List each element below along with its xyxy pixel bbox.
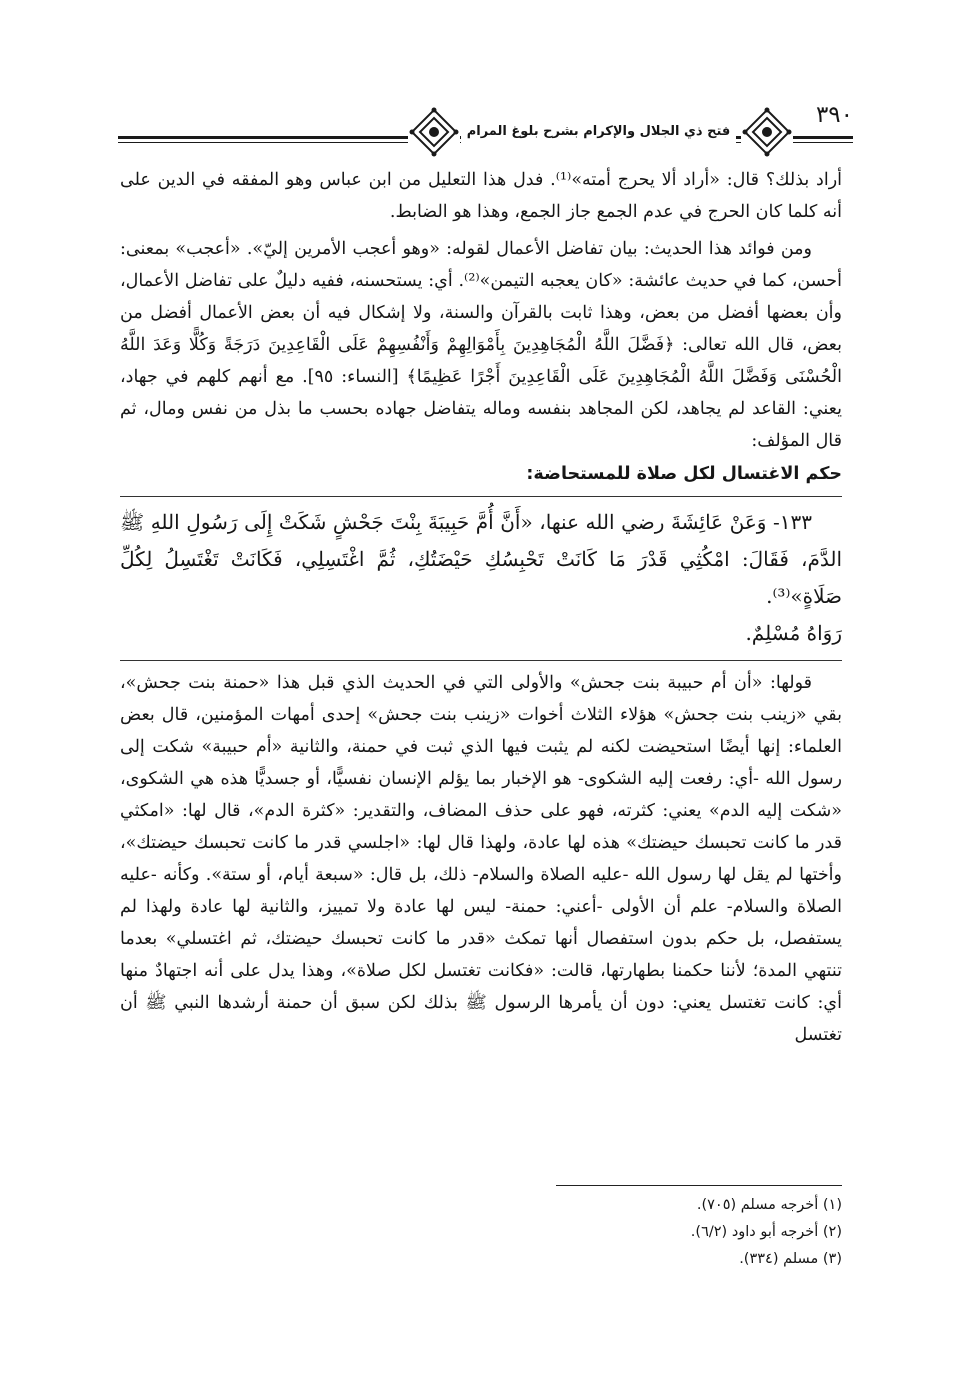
hadith-text: ١٣٣- وَعَنْ عَائِشَةَ رضي الله عنها، «أَنَّ أُمَّ حَبِيبَةَ بِنْتَ جَحْشٍ شَكَتْ إِلَى رَسُولِ اللهِ ﷺ الدَّمَ، فَقَالَ: امْكُثِي قَدْرَ مَا كَانَتْ تَحْبِسُكِ حَيْضَتُكِ، ثُمَّ اغْتَسِلِي، فَكَانَتْ تَغْتَسِلُ لِكُلِّ صَلَاةٍ»⁽³⁾. [120,510,842,608]
book-title: فتح ذي الجلال والإكرام بشرح بلوغ المرام [461,118,736,146]
footnote-3: (٣) مسلم (٣٣٤). [739,1251,842,1267]
hadith-source: رَوَاهُ مُسْلِمٌ. [745,621,842,645]
paragraph-3: قولها: «أن أم حبيبة بنت جحش» والأولى التي في الحديث الذي قبل هذا «حمنة بنت جحش»، بقي «زينب بنت جحش» هؤلاء الثلاث أخوات «زينب بنت جحش» إحدى أمهات المؤمنين، قال بعض العلماء: إنها أيضًا استحيضت لكنه لم يثبت فيها الذي ثبت في حمنة، والثانية «أم حبيبة» شكت إلى رسول الله -أي: رفعت إليه الشكوى- هو الإخبار بما يؤلم الإنسان نفسيًّا، أو جسديًّا هذه هي الشكوى، «شكت إليه الدم» يعني: كثرته، فهو على حذف المضاف، والتقدير: «كثرة الدم»، قال لها: «امكثي قدر ما كانت تحبسك حيضتك» هذه لها عادة، ولهذا قال لها: «اجلسي قدر ما كانت تحبسك حيضتك»، وأختها لم يقل لها رسول الله -عليه الصلاة والسلام- ذلك، بل قال: «سبعة أيام، أو ستة». وكأنه -عليه الصلاة والسلام- علم أن الأولى -أعني: حمنة- ليس لها عادة ولا تمييز، والثانية لها عادة ولهذا لم يستفصل، بل حكم بدون استفصال أنها تمكث «قدر ما كانت تحبسك حيضتك، ثم اغتسلي» بعدما تنتهي المدة؛ لأننا حكمنا بطهارتها، قالت: «فكانت تغتسل لكل صلاة»، وهذا يدل على أنه اجتهادٌ منها أي: كانت تغتسل يعني: دون أن يأمرها الرسول ﷺ بذلك لكن سبق أن حمنة أرشدها النبي ﷺ أن تغتسل [120,660,842,1051]
page-header [118,96,853,156]
floral-ornament-icon [741,106,793,158]
section-heading: حكم الاغتسال لكل صلاة للمستحاضة: [526,464,842,484]
footnote-separator [556,1185,842,1186]
page-body [120,164,842,1051]
paragraph-2: ومن فوائد هذا الحديث: بيان تفاضل الأعمال لقوله: «وهو أعجب الأمرين إليّ». «أعجب» بمعنى: أحسن، كما في حديث عائشة: «كان يعجبه التيمن»⁽²⁾. أي: يستحسنه، ففيه دليلٌ على تفاضل الأعمال، وأن بعضها أفضل من بعض، وهذا ثابت بالقرآن والسنة، ولا إشكال فيه أن بعض الأعمال أفضل من بعض، قال الله تعالى: ﴿فَضَّلَ اللَّهُ الْمُجَاهِدِينَ بِأَمْوَالِهِمْ وَأَنْفُسِهِمْ عَلَى الْقَاعِدِينَ دَرَجَةً وَكُلًّا وَعَدَ اللَّهُ الْحُسْنَى وَفَضَّلَ اللَّهُ الْمُجَاهِدِينَ عَلَى الْقَاعِدِينَ أَجْرًا عَظِيمًا﴾ [النساء: ٩٥]. مع أنهم كلهم في جهاد، يعني: القاعد لم يجاهد، لكن المجاهد بنفسه وماله يتفاضل جهاده بحسب ما بذل من نفس ومال، ثم قال المؤلف: [120,239,842,451]
footnotes [691,1192,842,1273]
paragraph-1: أراد بذلك؟ قال: «أراد ألا يحرج أمته»⁽¹⁾. فدل هذا التعليل من ابن عباس وهو المفقه في الدين على أنه كلما كان الحرج في عدم الجمع جاز الجمع، وهذا هو الضابط. [120,170,843,222]
footnote-1: (١) أخرجه مسلم (٧٠٥). [696,1197,842,1213]
hadith-block [120,496,842,652]
page-number: ٣٩٠ [815,102,853,128]
floral-ornament-icon [408,106,460,158]
footnote-2: (٢) أخرجه أبو داود (٦/٢). [690,1224,842,1240]
